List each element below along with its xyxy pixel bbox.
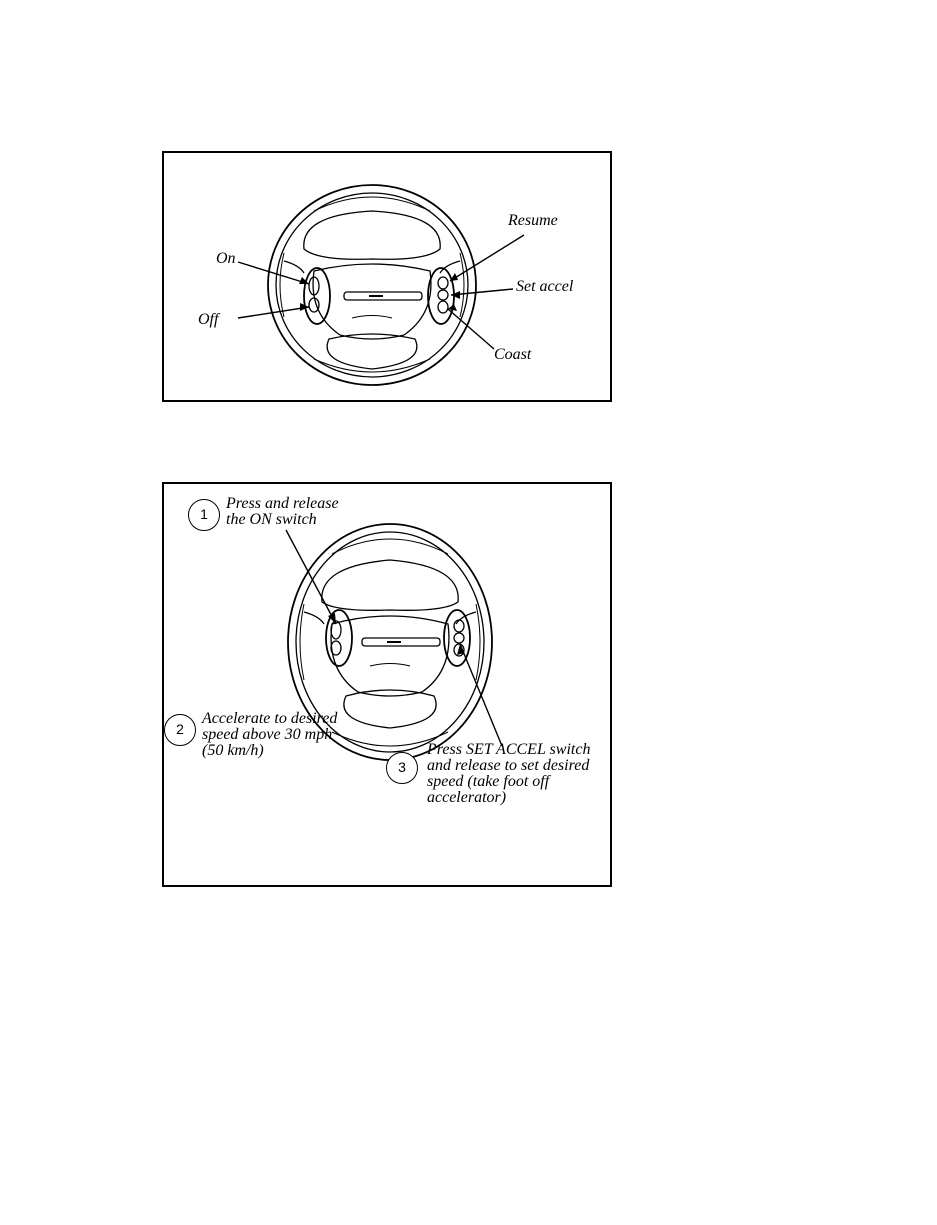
label-on: On (216, 250, 236, 267)
step-1-line-2: the ON switch (226, 511, 317, 528)
step-1-text (226, 496, 339, 528)
step-3-line-1: Press SET ACCEL switch (427, 741, 591, 758)
step-2-badge: 2 (164, 714, 196, 746)
label-coast: Coast (494, 346, 532, 363)
step-3-line-4: accelerator) (427, 789, 507, 806)
step-3-line-2: and release to set desired (427, 757, 590, 774)
step-3-text (427, 742, 590, 806)
step-2-line-1: Accelerate to desired (202, 710, 338, 727)
figure-cruise-switches (162, 151, 612, 402)
label-off: Off (198, 311, 219, 328)
step-2-text (202, 711, 337, 759)
step-3-line-3: speed (take foot off (427, 773, 550, 790)
step-3-badge: 3 (386, 752, 418, 784)
steering-wheel-drawing-2 (164, 484, 614, 889)
step-1-badge: 1 (188, 499, 220, 531)
label-resume: Resume (508, 212, 558, 229)
step-2-line-2: speed above 30 mph (202, 726, 333, 743)
figure-set-speed-steps (162, 482, 612, 887)
label-set-accel: Set accel (516, 278, 574, 295)
step-2-line-3: (50 km/h) (202, 742, 264, 759)
step-1-line-1: Press and release (226, 495, 339, 512)
